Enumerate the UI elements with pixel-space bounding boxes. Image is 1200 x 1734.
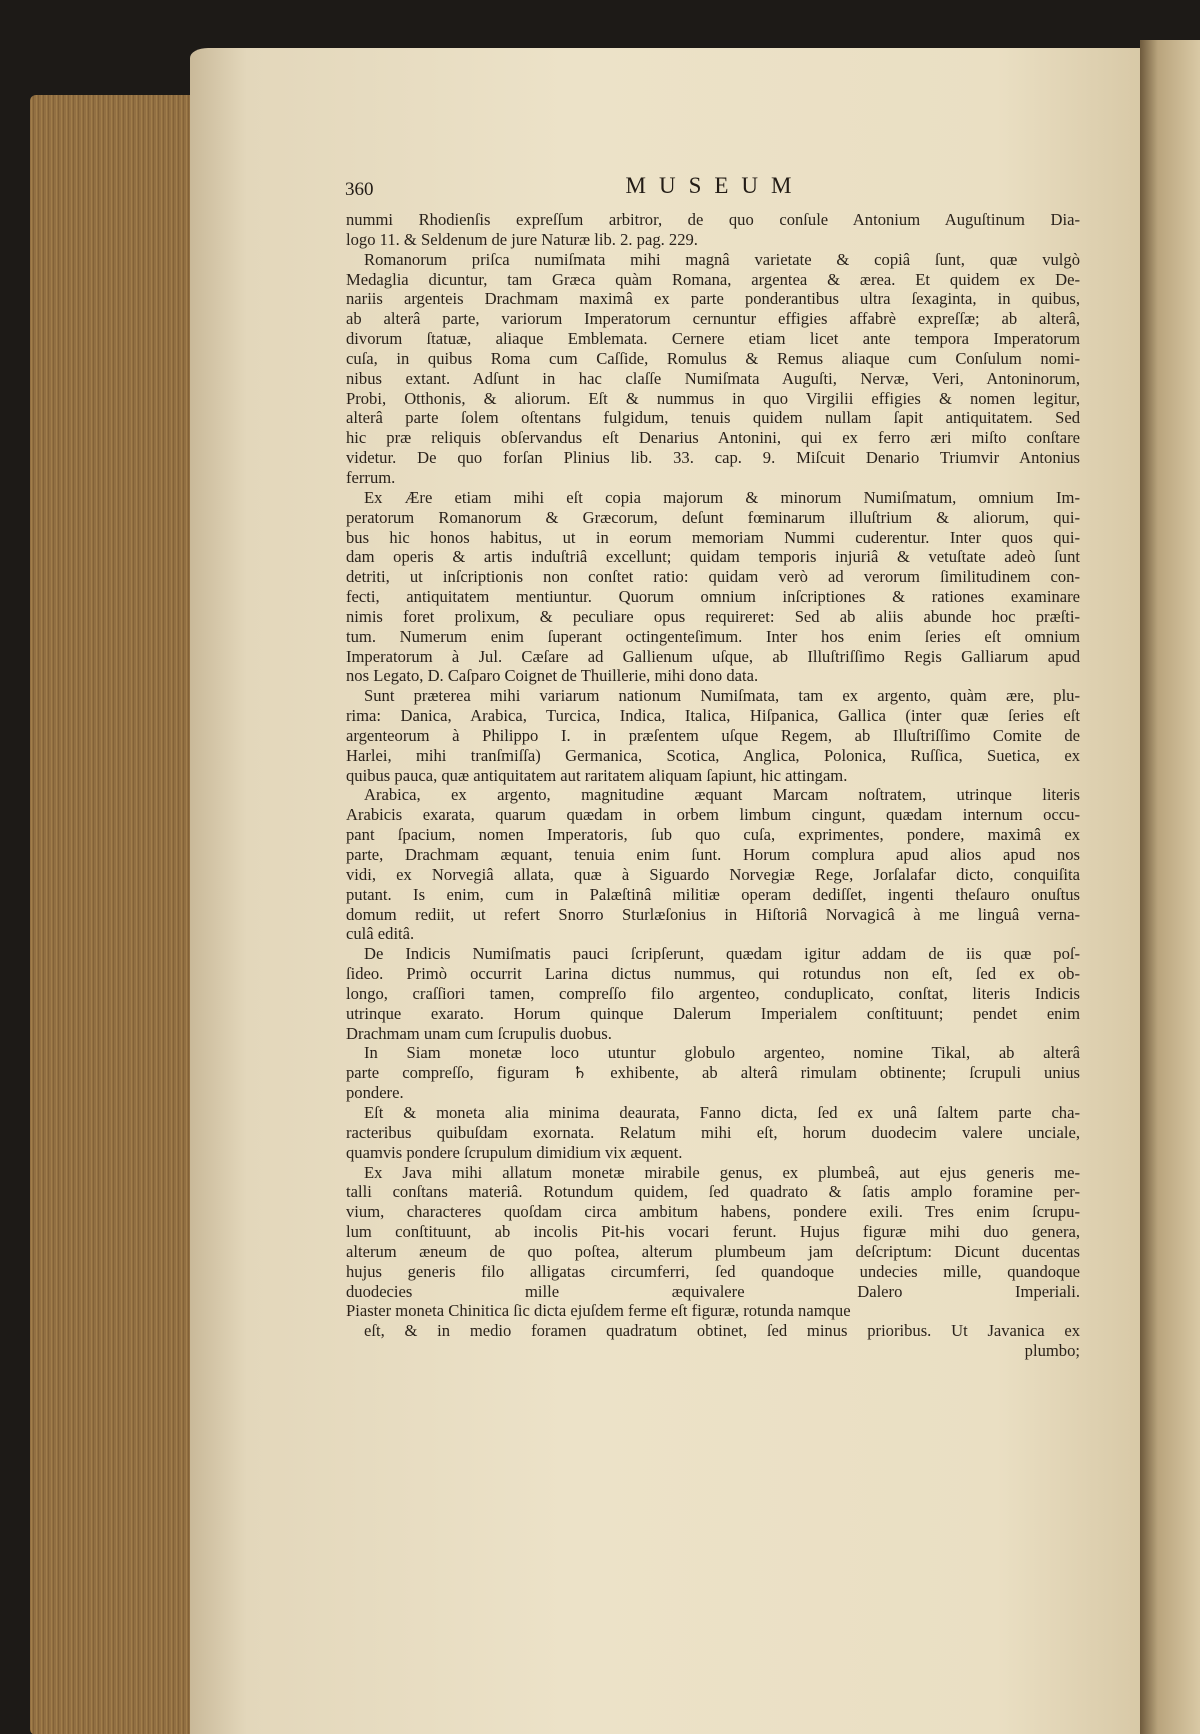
text-line: lum conſtituunt, ab incolis Pit-his vocari ferunt. Hujus figuræ mihi duo genera,	[346, 1222, 1080, 1242]
text-line: plumbo;	[1024, 1341, 1080, 1361]
page-header	[345, 173, 1085, 203]
text-line: argenteorum à Philippo I. in præſentem uſque Regem, ab Illuſtriſſimo Comite de	[346, 725, 1080, 745]
text-line: utrinque exarato. Horum quinque Dalerum Imperialem conſtituunt; pendet enim	[346, 1003, 1080, 1023]
text-line: quamvis pondere ſcrupulum dimidium vix æquent.	[346, 1142, 683, 1162]
text-line: Arabica, ex argento, magnitudine æquant Marcam noſtratem, utrinque literis	[364, 785, 1080, 805]
text-line: nibus extant. Adſunt in hac claſſe Numiſmata Auguſti, Nervæ, Veri, Antoninorum,	[346, 368, 1080, 388]
text-line: domum rediit, ut refert Snorro Sturlæſonius in Hiſtoriâ Norvagicâ à me linguâ verna-	[346, 904, 1080, 924]
text-line: tum. Numerum enim ſuperant octingenteſimum. Inter hos enim ſeries eſt omnium	[346, 626, 1080, 646]
page-number: 360	[345, 179, 374, 200]
text-line: cuſa, in quibus Roma cum Caſſide, Romulus & Remus aliaque cum Conſulum nomi-	[346, 348, 1080, 368]
text-line: peratorum Romanorum & Græcorum, deſunt fœminarum illuſtrium & aliorum, qui-	[346, 507, 1080, 527]
text-line: pondere.	[346, 1083, 404, 1103]
text-line: duodecies mille æquivalere Dalero Imperiali.	[346, 1281, 1080, 1301]
text-line: ſideo. Primò occurrit Larina dictus nummus, qui rotundus non eſt, ſed ex ob-	[346, 964, 1080, 984]
text-line: pant ſpacium, nomen Imperatoris, ſub quo cuſa, exprimentes, pondere, maximâ ex	[346, 825, 1080, 845]
text-line: Eſt & moneta alia minima deaurata, Fanno dicta, ſed ex unâ ſaltem parte cha-	[364, 1102, 1080, 1122]
text-line: alterâ parte ſolem oſtentans fulgidum, tenuis quidem nullam ſapit antiquitatem. Sed	[346, 408, 1080, 428]
text-line: rima: Danica, Arabica, Turcica, Indica, Italica, Hiſpanica, Gallica (inter quæ ſeries eſt	[346, 706, 1080, 726]
text-line: Ex Ære etiam mihi eſt copia majorum & minorum Numiſmatum, omnium Im-	[364, 487, 1080, 507]
text-line: longo, craſſiori tamen, compreſſo filo argenteo, conduplicato, conſtat, literis Indicis	[346, 983, 1080, 1003]
text-line: logo 11. & Seldenum de jure Naturæ lib. 2. pag. 229.	[346, 229, 698, 249]
text-line: vidi, ex Norvegiâ allata, quæ à Siguardo Norvegiæ Rege, Jorſalafar dicto, conquiſita	[346, 864, 1080, 884]
text-line: Medaglia dicuntur, tam Græca quàm Romana, argentea & ærea. Et quidem ex De-	[346, 269, 1080, 289]
text-line: hujus generis filo alligatas circumferri, ſed quandoque undecies mille, quandoque	[346, 1261, 1080, 1281]
facing-page-edge	[1140, 40, 1200, 1734]
text-line: vium, characteres quoſdam circa ambitum habens, pondere exili. Tres enim ſcrupu-	[346, 1202, 1080, 1222]
text-line: nummi Rhodienſis expreſſum arbitror, de quo conſule Antonium Auguſtinum Dia-	[346, 210, 1080, 229]
text-line: nimis foret prolixum, & peculiare opus requireret: Sed ab aliis abunde hoc præſti-	[346, 606, 1080, 626]
text-line: detriti, ut inſcriptionis non conſtet ratio: quidam verò ad verorum ſimilitudinem con-	[346, 567, 1080, 587]
text-line: talli conſtans materiâ. Rotundum quidem, ſed quadrato & ſatis amplo foramine per-	[346, 1182, 1080, 1202]
text-line: culâ editâ.	[346, 924, 415, 944]
text-line: Probi, Otthonis, & aliorum. Eſt & nummus in quo Virgilii effigies & nomen legitur,	[346, 388, 1080, 408]
text-line: fecti, antiquitatem mentiuntur. Quorum omnium inſcriptiones & rationes examinare	[346, 587, 1080, 607]
text-line: Romanorum priſca numiſmata mihi magnâ varietate & copiâ ſunt, quæ vulgò	[364, 249, 1080, 269]
text-line: dam operis & artis induſtriâ excellunt; quidam temporis injuriâ & vetuſtate adeò ſunt	[346, 547, 1080, 567]
text-line: Arabicis exarata, quarum quædam in orbem limbum cingunt, quædam internum occu-	[346, 805, 1080, 825]
text-line: Harlei, mihi tranſmiſſa) Germanica, Scotica, Anglica, Polonica, Ruſſica, Suetica, ex	[346, 745, 1080, 765]
text-line: Ex Java mihi allatum monetæ mirabile genus, ex plumbeâ, aut ejus generis me-	[364, 1162, 1080, 1182]
text-line: In Siam monetæ loco utuntur globulo argenteo, nomine Tikal, ab alterâ	[364, 1043, 1080, 1063]
text-line: Imperatorum à Jul. Cæſare ad Gallienum uſque, ab Illuſtriſſimo Regis Galliarum apud	[346, 646, 1080, 666]
text-line: Drachmam unam cum ſcrupulis duobus.	[346, 1023, 612, 1043]
text-line: eſt, & in medio foramen quadratum obtinet, ſed minus prioribus. Ut Javanica ex	[364, 1321, 1080, 1341]
text-line: Sunt præterea mihi variarum nationum Numiſmata, tam ex argento, quàm ære, plu-	[364, 686, 1080, 706]
running-title: MUSEUM	[625, 173, 805, 198]
text-line: parte compreſſo, figuram ♄ exhibente, ab alterâ rimulam obtinente; ſcrupuli unius	[346, 1063, 1080, 1083]
text-line: bus hic honos habitus, ut in eorum memoriam Nummi cuderentur. Inter quos qui-	[346, 527, 1080, 547]
text-line: alterum æneum de quo poſtea, alterum plumbeum jam deſcriptum: Dicunt ducentas	[346, 1241, 1080, 1261]
text-line: parte, Drachmam æquant, tenuia enim ſunt. Horum complura apud alios apud nos	[346, 845, 1080, 864]
book-fore-edge	[30, 95, 195, 1734]
text-line: ferrum.	[346, 467, 396, 487]
text-line: quibus pauca, quæ antiquitatem aut raritatem aliquam ſapiunt, hic attingam.	[346, 765, 848, 785]
text-line: ab alterâ parte, variorum Imperatorum cernuntur effigies affabrè expreſſæ; ab alterâ,	[346, 309, 1080, 329]
text-line: nariis argenteis Drachmam maximâ ex parte ponderantibus ultra ſexaginta, in quibus,	[346, 289, 1080, 309]
body-text	[346, 210, 1080, 1361]
text-line: divorum ſtatuæ, aliaque Emblemata. Cernere etiam licet ante tempora Imperatorum	[346, 329, 1080, 349]
text-line: nos Legato, D. Caſparo Coignet de Thuillerie, mihi dono data.	[346, 666, 759, 686]
text-line: racteribus quibuſdam exornata. Relatum mihi eſt, horum duodecim valere unciale,	[346, 1122, 1080, 1142]
text-line: De Indicis Numiſmatis pauci ſcripſerunt, quædam igitur addam de iis quæ poſ-	[364, 944, 1080, 964]
text-line: videtur. De quo forſan Plinius lib. 33. cap. 9. Miſcuit Denario Triumvir Antonius	[346, 448, 1080, 468]
text-line: Piaster moneta Chinitica ſic dicta ejuſdem ferme eſt figuræ, rotunda namque	[346, 1301, 851, 1321]
text-line: hic præ reliquis obſervandus eſt Denarius Antonini, qui ex ferro æri miſto conſtare	[346, 428, 1080, 448]
text-line: putant. Is enim, cum in Palæſtinâ militiæ operam dediſſet, ingenti theſauro onuſtus	[346, 884, 1080, 904]
